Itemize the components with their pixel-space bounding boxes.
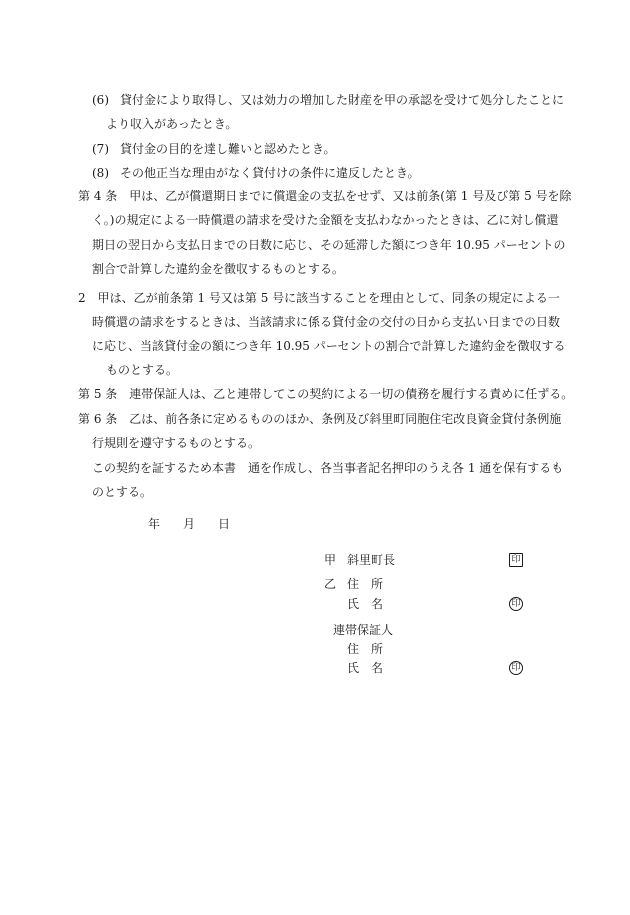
item-7-text: 貸付金の目的を達し難いと認めたとき。	[120, 142, 336, 156]
closing-line-2: のとする。	[92, 485, 153, 499]
article-4-para-2-line-1: 2 甲は、乙が前条第 1 号又は第 5 号に該当することを理由として、同条の規定による一	[78, 291, 560, 305]
article-4-line-1: 第 4 条 甲は、乙が償還期日までに償還金の支払をせず、又は前条(第 1 号及び第 5 号を除	[78, 189, 572, 203]
article-6-line-2: 行規則を遵守するものとする。	[92, 436, 261, 450]
article-4-para-2-line-2: 時償還の請求をするときは、当該請求に係る貸付金の交付の日から支払い日までの日数	[92, 315, 561, 329]
seal-guarantor-stamp: 印	[509, 661, 523, 675]
article-4-line-4: 割合で計算した違約金を徴収するものとする。	[92, 262, 345, 276]
article-5: 第 5 条 連帯保証人は、乙と連帯してこの契約による一切の債務を履行する責めに任ずる。	[78, 387, 574, 401]
party-otsu-name-label: 氏 名	[347, 597, 384, 611]
date-month: 月	[183, 517, 196, 531]
party-kou-name: 斜里町長	[347, 553, 396, 567]
article-4-para-2-line-4: ものとする。	[106, 363, 179, 377]
guarantor-address-label: 住 所	[347, 642, 384, 656]
article-4-para-2-line-3: に応じ、当該貸付金の額につき年 10.95 パーセントの割合で計算した違約金を徴収する	[92, 339, 566, 353]
item-8-number: (8)	[92, 166, 109, 180]
guarantor-title: 連帯保証人	[333, 623, 394, 637]
party-otsu-address-label: 住 所	[347, 577, 384, 591]
item-6-text: 貸付金により取得し、又は効力の増加した財産を甲の承認を受けて処分したことに	[120, 93, 565, 107]
seal-otsu-stamp: 印	[509, 597, 523, 611]
item-6-continuation: より収入があったとき。	[106, 117, 238, 131]
seal-kou-stamp: 印	[509, 553, 523, 567]
guarantor-name-label: 氏 名	[347, 661, 384, 675]
closing-line-1: この契約を証するため本書 通を作成し、各当事者記名押印のうえ各 1 通を保有するも	[92, 461, 564, 475]
article-4-line-2: く。)の規定による一時償還の請求を受けた金額を支払わなかったときは、乙に対し償還	[92, 213, 559, 227]
article-6-line-1: 第 6 条 乙は、前各条に定めるもののほか、条例及び斜里町同胞住宅改良資金貸付条例施	[78, 412, 562, 426]
item-7-number: (7)	[92, 142, 109, 156]
party-kou-role: 甲	[324, 553, 337, 567]
article-4-line-3: 期日の翌日から支払日までの日数に応じ、その延滞した額につき年 10.95 パーセントの	[92, 238, 566, 252]
date-year: 年	[148, 517, 161, 531]
party-otsu-role: 乙	[324, 577, 337, 591]
date-day: 日	[218, 517, 231, 531]
item-8-text: その他正当な理由がなく貸付けの条件に違反したとき。	[120, 166, 420, 180]
item-6-number: (6)	[92, 93, 109, 107]
